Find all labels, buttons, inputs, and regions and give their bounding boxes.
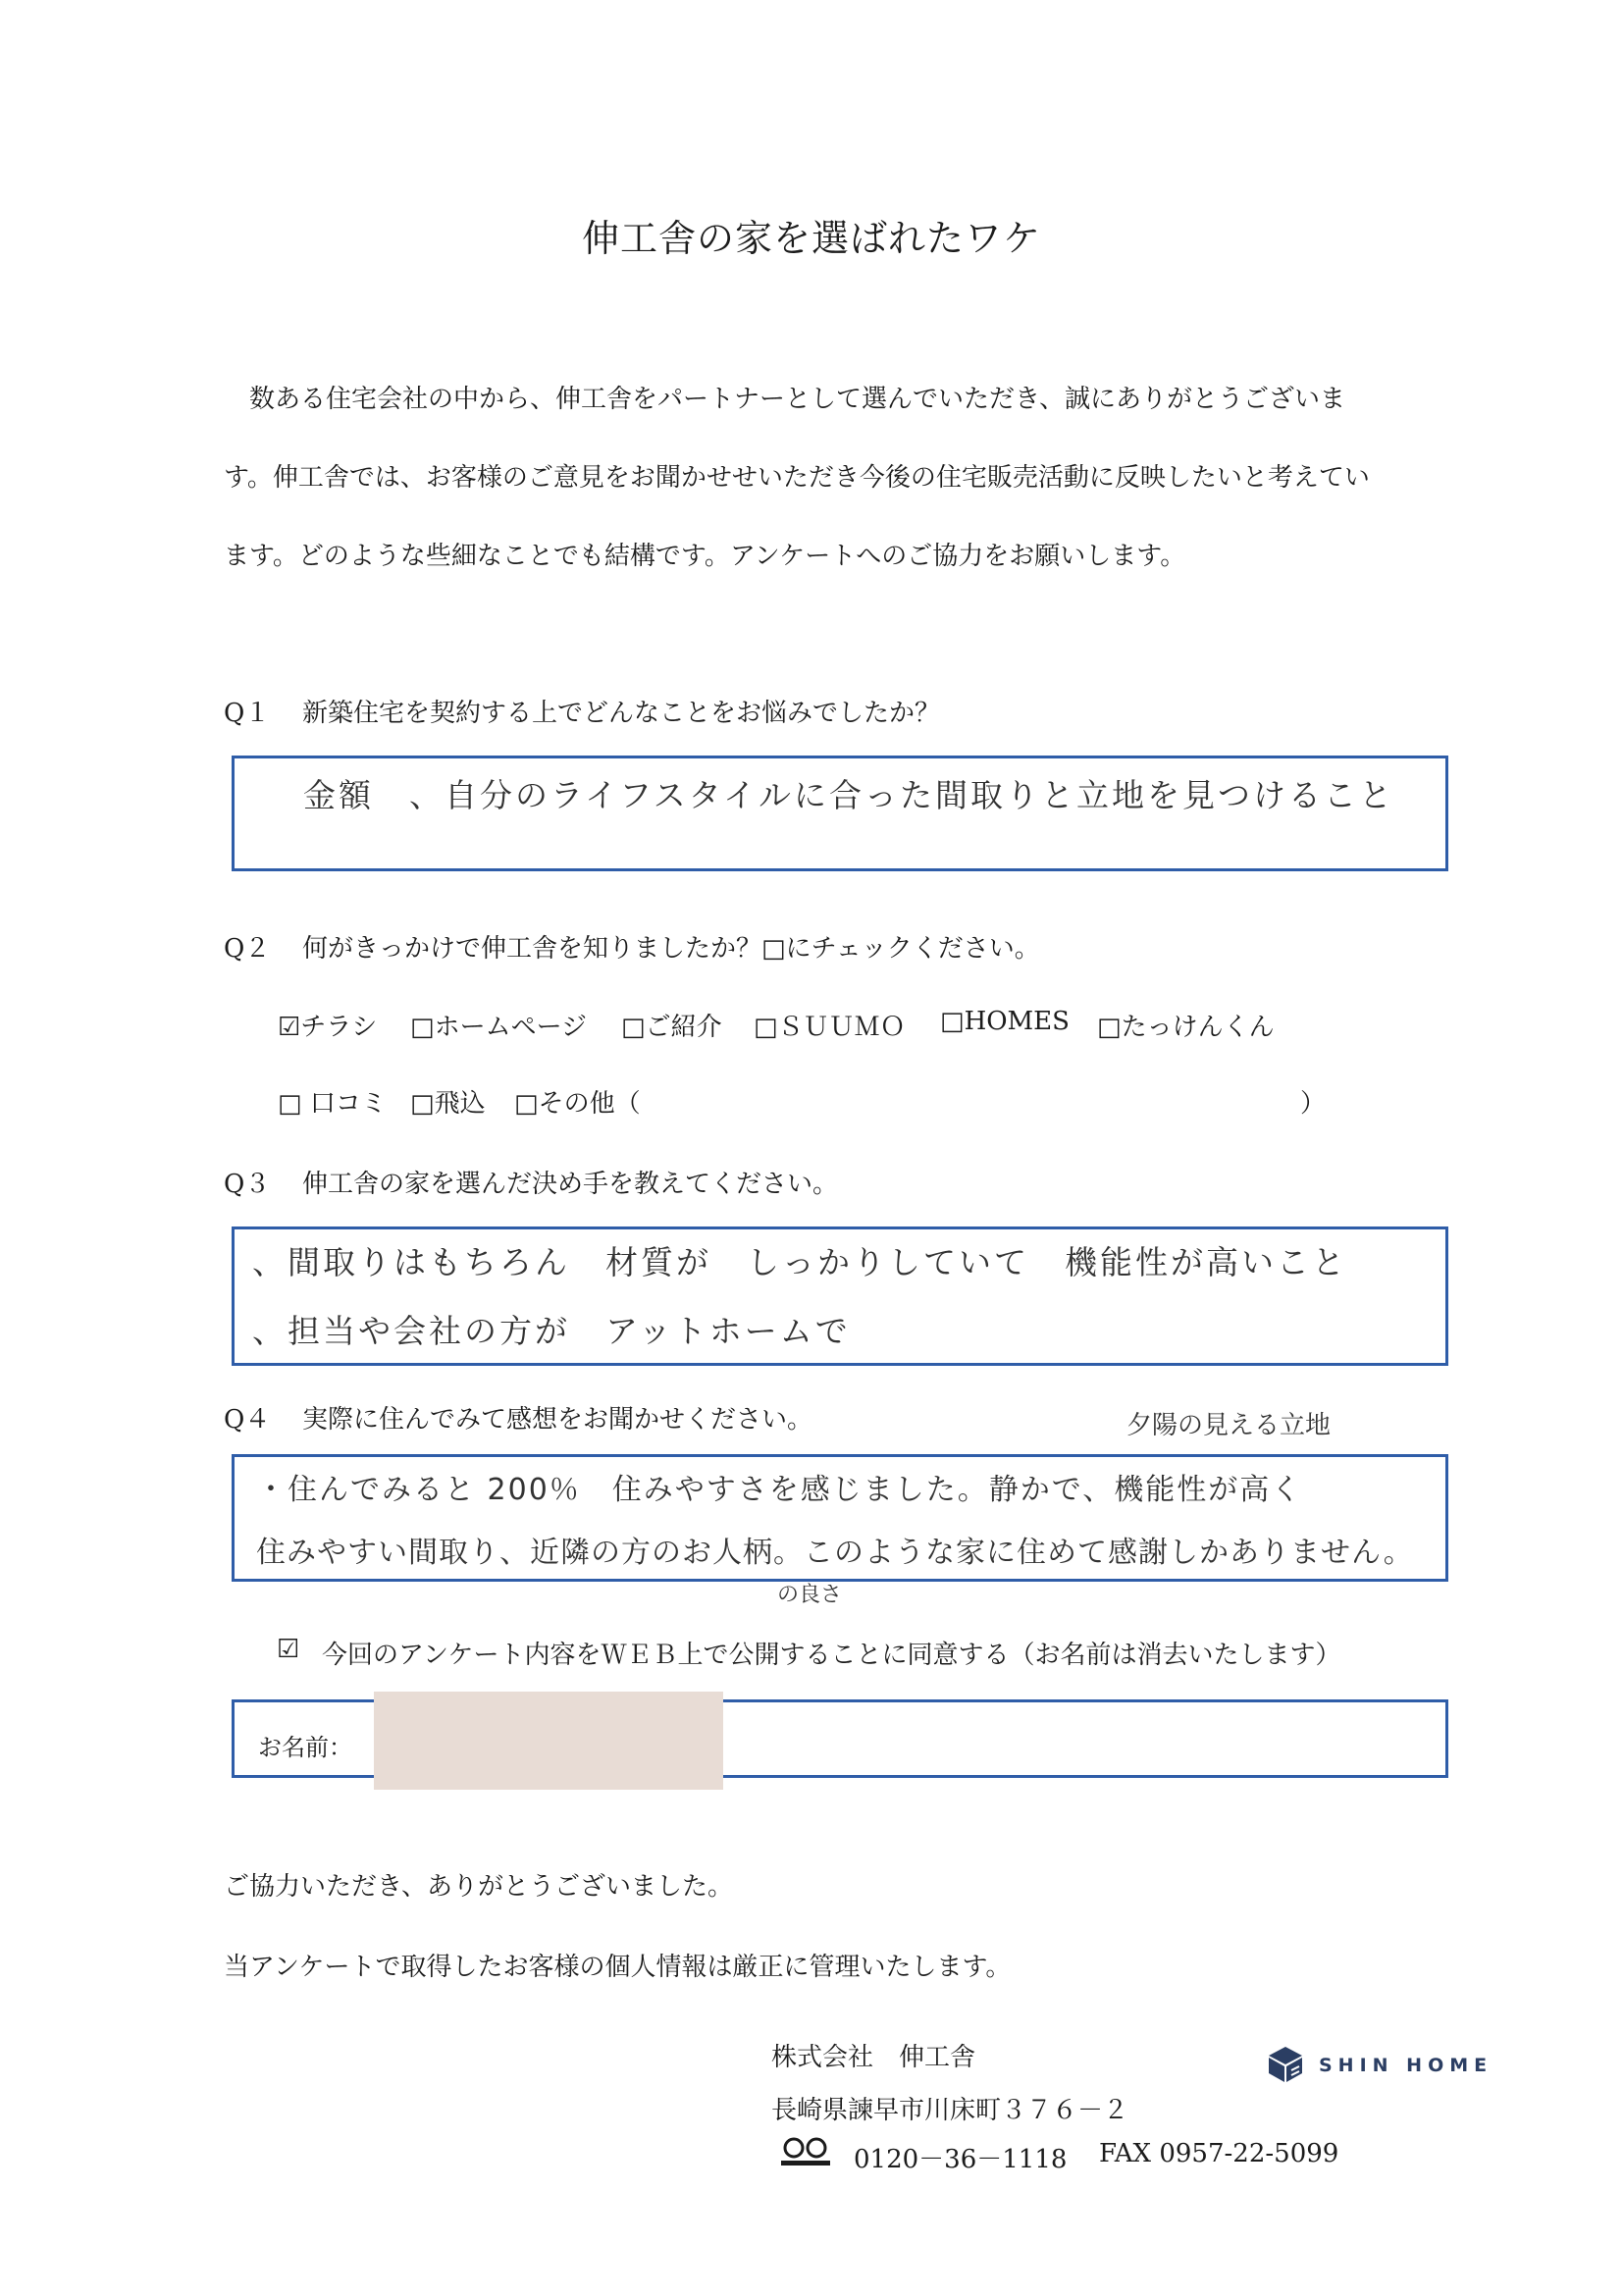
intro-line-3: ます。どのような些細なことでも結構です。アンケートへのご協力をお願いします。 xyxy=(224,542,1186,571)
intro-line-1: 数ある住宅会社の中から、伸工舎をパートナーとして選んでいただき、誠にありがとうございま xyxy=(249,385,1345,414)
shin-home-logo-icon xyxy=(1266,2045,1305,2084)
q1-text: 新築住宅を契約する上でどんなことをお悩みでしたか？ xyxy=(302,699,941,728)
q4-question xyxy=(224,1399,812,1435)
q1-answer: 金額 、自分のライフスタイルに合った間取りと立地を見つけること xyxy=(303,776,1395,814)
option-suumo[interactable]: □ＳＵＵＭＯ xyxy=(754,1013,906,1042)
company-address: 長崎県諫早市川床町３７６－２ xyxy=(771,2096,1129,2125)
name-redaction xyxy=(374,1692,723,1790)
option-other[interactable]: □その他（ xyxy=(514,1089,641,1119)
consent-checkbox[interactable]: ☑ xyxy=(277,1635,300,1664)
page-title: 伸工舎の家を選ばれたワケ xyxy=(581,217,1041,260)
option-chirashi[interactable]: ☑チラシ xyxy=(278,1013,378,1042)
q4-insert-note-2: の良さ xyxy=(777,1583,843,1607)
option-referral[interactable]: □ご紹介 xyxy=(621,1013,722,1042)
q3-question xyxy=(224,1164,838,1200)
q4-answer-line-2: 住みやすい間取り、近隣の方のお人柄。このような家に住めて感謝しかありません。 xyxy=(256,1536,1414,1570)
q3-answer-line-1: 、間取りはもちろん 材質が しっかりしていて 機能性が高いこと xyxy=(252,1243,1347,1281)
free-dial-icon xyxy=(779,2135,832,2168)
q1-number: Q１ xyxy=(224,699,271,728)
intro-line-2: す。伸工舎では、お客様のご意見をお聞かせせいただき今後の住宅販売活動に反映したいと考えてい xyxy=(224,463,1370,493)
q4-text: 実際に住んでみて感想をお聞かせください。 xyxy=(302,1405,813,1435)
option-homes[interactable]: □HOMES xyxy=(940,1007,1070,1036)
q4-insert-note: 夕陽の見える立地 xyxy=(1126,1411,1332,1440)
option-kuchikomi[interactable]: □ 口コミ xyxy=(278,1089,387,1119)
company-phone: 0120－36－1118 xyxy=(854,2145,1068,2174)
thanks-text: ご協力いただき、ありがとうございました。 xyxy=(224,1872,733,1902)
q2-number: Q２ xyxy=(224,934,271,964)
option-tobikomi[interactable]: □飛込 xyxy=(410,1089,486,1119)
q1-answer-box[interactable] xyxy=(232,756,1448,871)
option-other-close-paren: ） xyxy=(1300,1089,1327,1119)
option-takkenkun[interactable]: □たっけんくん xyxy=(1097,1013,1275,1042)
q4-answer-box[interactable] xyxy=(232,1454,1448,1582)
q3-text: 伸工舎の家を選んだ決め手を教えてください。 xyxy=(302,1170,839,1199)
q3-number: Q３ xyxy=(224,1170,271,1199)
q4-number: Q４ xyxy=(224,1405,271,1435)
q3-answer-box[interactable] xyxy=(232,1226,1448,1366)
q2-text: 何がきっかけで伸工舎を知りましたか？□にチェックください。 xyxy=(302,934,1040,964)
privacy-text: 当アンケートで取得したお客様の個人情報は厳正に管理いたします。 xyxy=(224,1953,1012,1982)
q4-answer-line-1: ・住んでみると 200％ 住みやすさを感じました。静かで、機能性が高く xyxy=(256,1473,1303,1507)
name-label: お名前： xyxy=(258,1734,352,1761)
shin-home-logo-text: SHIN HOME xyxy=(1319,2055,1493,2076)
company-fax: FAX 0957-22-5099 xyxy=(1099,2139,1339,2168)
consent-text: 今回のアンケート内容をＷＥＢ上で公開することに同意する（お名前は消去いたします） xyxy=(322,1641,1341,1670)
q3-answer-line-2: 、担当や会社の方が アットホームで xyxy=(252,1312,851,1350)
company-name: 株式会社 伸工舎 xyxy=(771,2043,976,2072)
q1-question xyxy=(224,693,940,729)
option-homepage[interactable]: □ホームページ xyxy=(410,1013,588,1042)
q2-question xyxy=(224,928,1040,965)
